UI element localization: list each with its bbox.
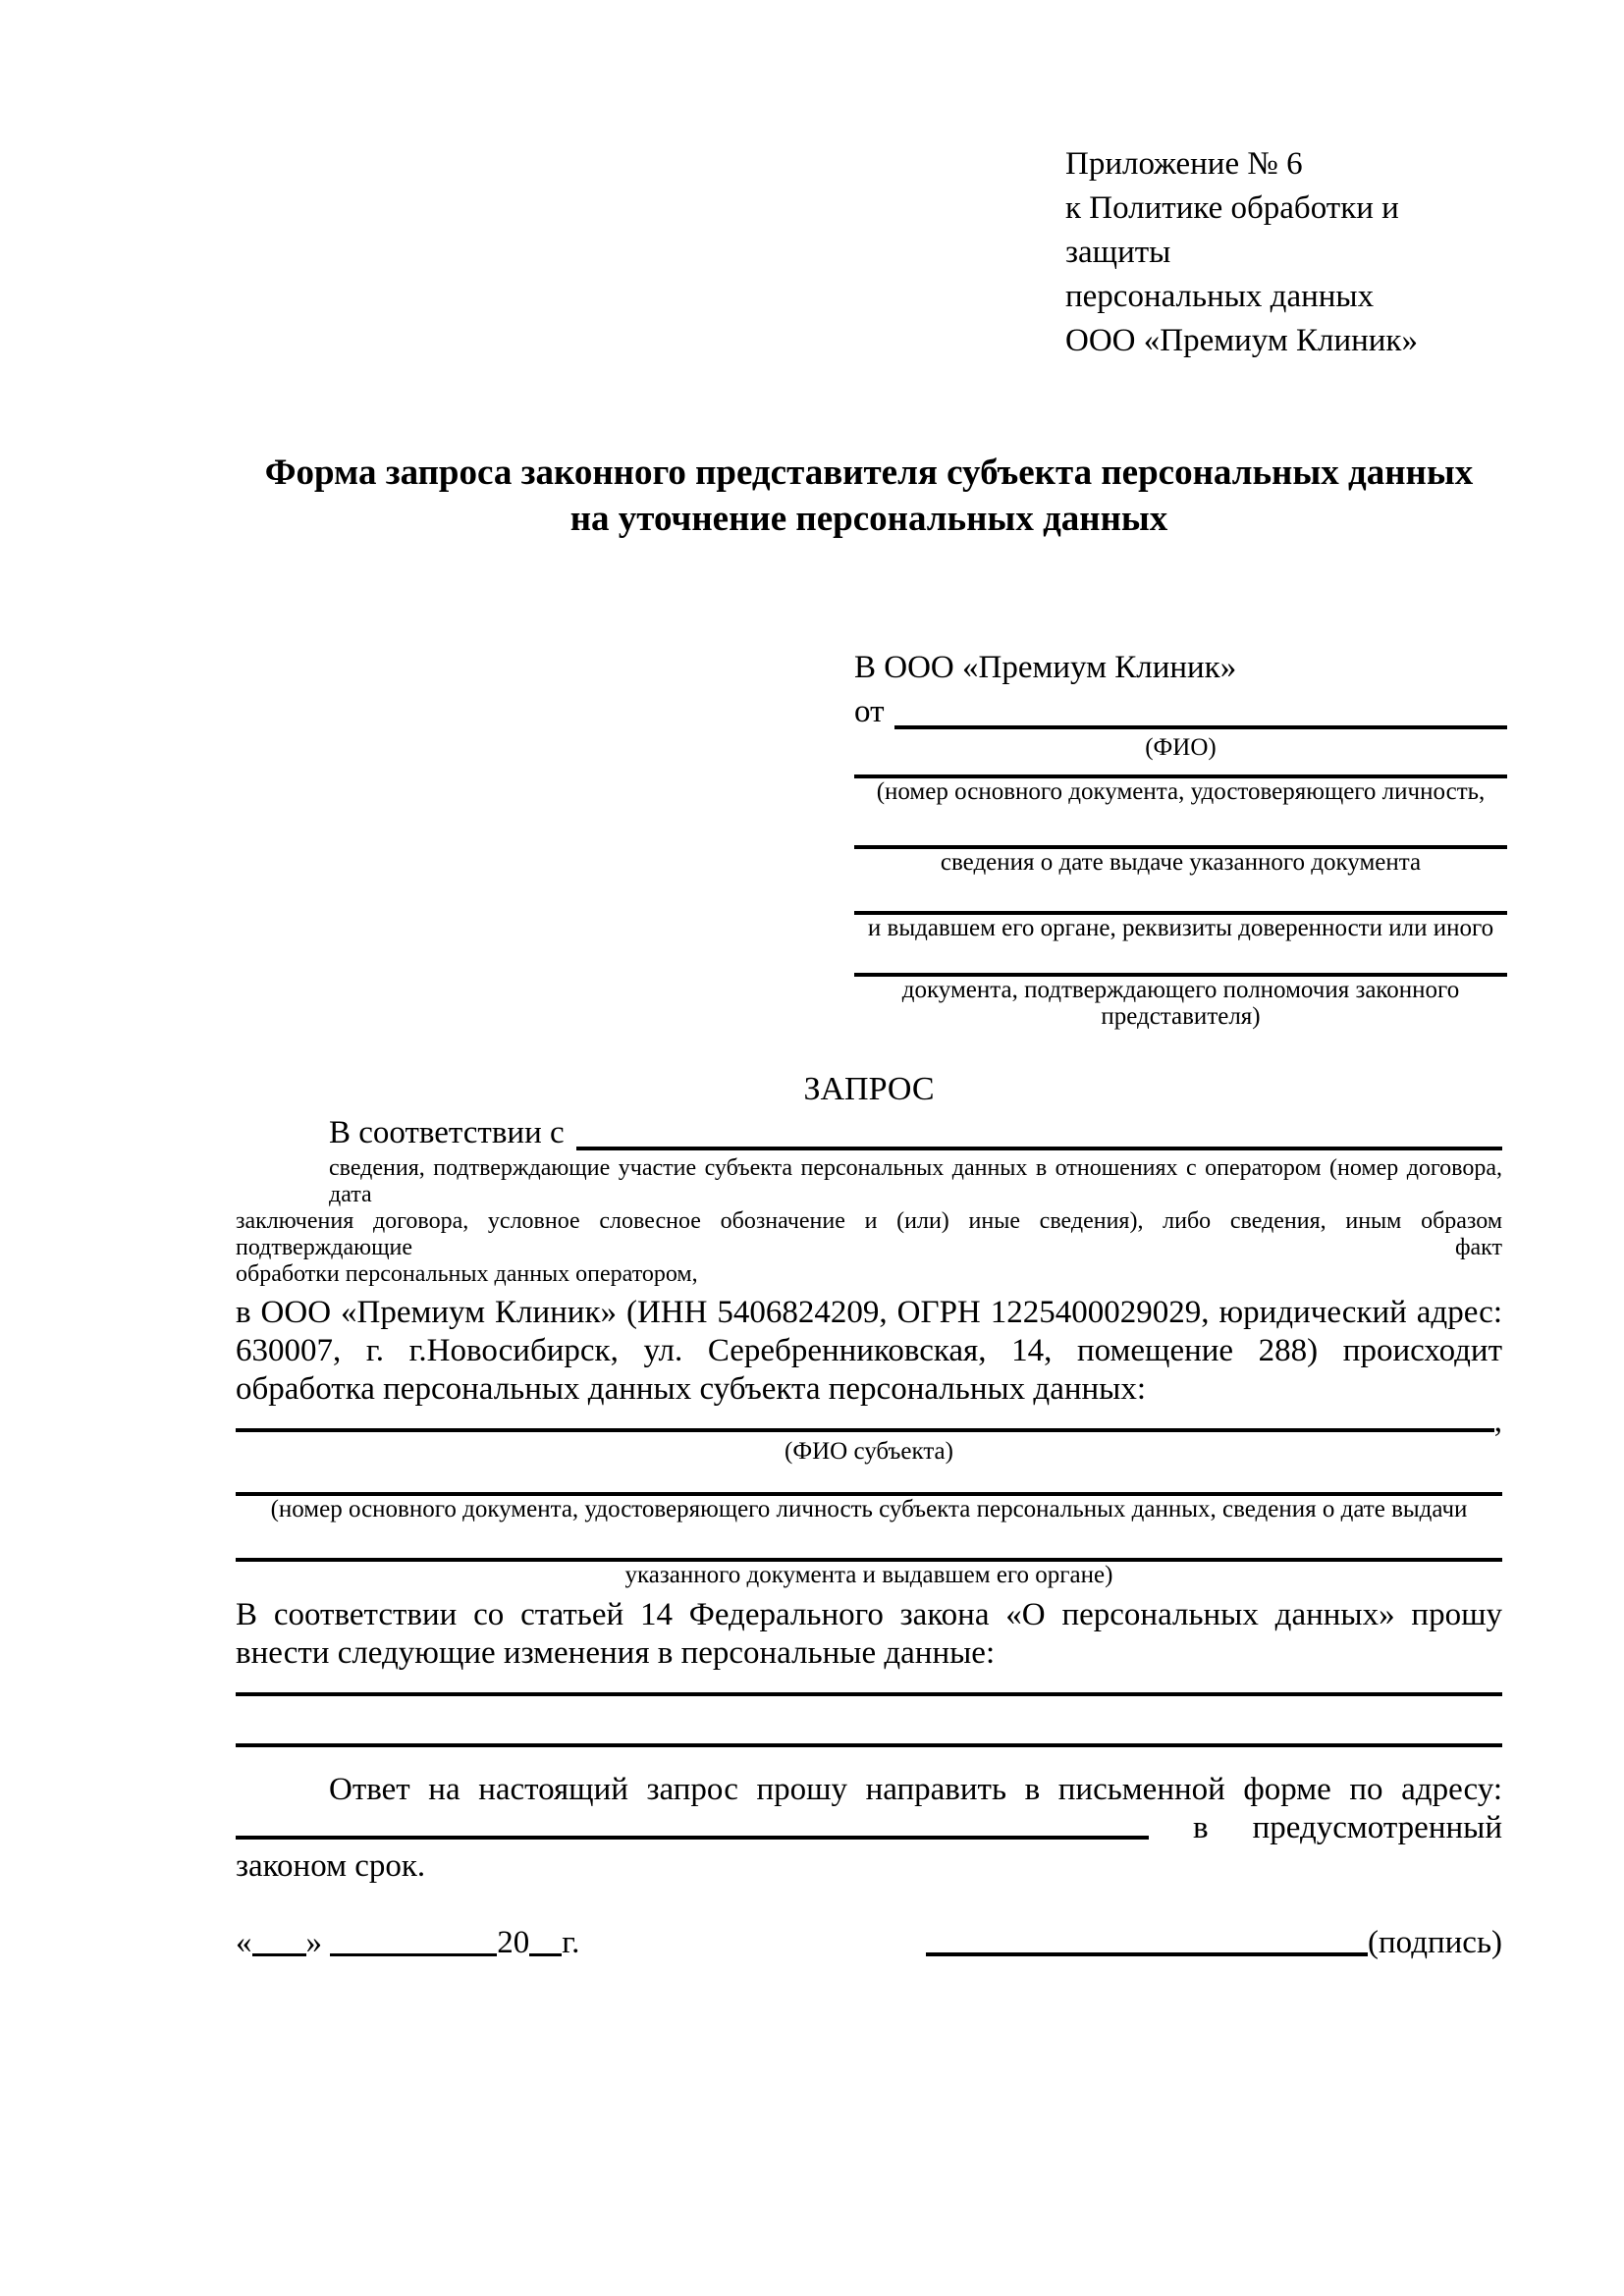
footer-row (236, 1921, 1502, 1965)
year-prefix: 20 (497, 1925, 530, 1960)
paragraph-line: В соответствии со статьей 14 Федерального закона «О персональных данных» прошу (236, 1597, 1502, 1632)
signature-field (926, 1921, 1502, 1965)
month-blank (330, 1952, 497, 1956)
blank-caption-2: сведения о дате выдаче указанного документа (940, 849, 1422, 876)
answer-tail: законом срок. (236, 1848, 426, 1884)
date-field (236, 1921, 579, 1965)
annex-line: персональных данных (1065, 279, 1375, 314)
day-blank (252, 1952, 306, 1956)
answer-paragraph-line-1: Ответ на настоящий запрос прошу направить в письменной форме по адресу: (329, 1772, 1502, 1807)
annex-line: Приложение № 6 (1065, 146, 1303, 182)
annex-block (1065, 142, 1502, 363)
accord-blank-line (576, 1111, 1502, 1150)
changes-blank-line-1 (236, 1673, 1502, 1696)
doc-caption-line-2: указанного документа и выдавшем его органе) (624, 1562, 1113, 1588)
blank-line-3 (854, 876, 1507, 915)
doc-blank-line-1 (236, 1465, 1502, 1496)
accord-label: В соответствии с (329, 1115, 565, 1150)
title-line: на уточнение персональных данных (569, 499, 1168, 539)
from-blank-line (894, 690, 1508, 729)
document-title (236, 450, 1502, 542)
paragraph-line: обработка персональных данных субъекта персональных данных: (236, 1371, 1146, 1407)
date-quote-open: « (236, 1925, 252, 1960)
addressee-block (854, 646, 1507, 1030)
year-suffix: г. (562, 1925, 580, 1960)
fine-print-line: обработки персональных данных оператором, (236, 1261, 698, 1287)
annex-line: ООО «Премиум Клиник» (1065, 323, 1418, 358)
article-paragraph (236, 1596, 1502, 1673)
from-row (854, 690, 1507, 734)
request-heading: ЗАПРОС (803, 1071, 935, 1107)
answer-word-2: предусмотренный (1252, 1810, 1502, 1845)
signature-caption: (подпись) (1368, 1925, 1502, 1960)
fine-print-line: сведения, подтверждающие участие субъекта персональных данных в отношениях с оператором (номер договора, дата (329, 1155, 1502, 1207)
doc-blank-line-2 (236, 1522, 1502, 1562)
addressee-to: В ООО «Премиум Клиник» (854, 650, 1237, 685)
paragraph-line: 630007, г. г.Новосибирск, ул. Серебренниковская, 14, помещение 288) происходит (236, 1333, 1502, 1368)
annex-line: к Политике обработки и защиты (1065, 190, 1399, 270)
from-label: от (854, 694, 885, 729)
date-quote-close: » (305, 1925, 322, 1960)
accord-row (236, 1111, 1502, 1155)
title-line: Форма запроса законного представителя субъекта персональных данных (264, 453, 1474, 493)
fine-print (236, 1155, 1502, 1288)
paragraph-line: внести следующие изменения в персональные данные: (236, 1635, 996, 1671)
fine-print-line: заключения договора, условное словесное обозначение и (или) иные сведения), либо сведения, иным образом подтверждающие факт (236, 1208, 1502, 1260)
operator-paragraph (236, 1294, 1502, 1409)
subject-blank-row (236, 1404, 1502, 1439)
trailing-comma: , (1493, 1404, 1502, 1439)
address-blank-line (236, 1836, 1149, 1840)
blank-line-2 (854, 805, 1507, 849)
fio-subject-caption: (ФИО субъекта) (785, 1438, 953, 1465)
signature-blank-line (926, 1952, 1368, 1956)
year-blank (529, 1952, 562, 1956)
blank-caption-3: и выдавшем его органе, реквизиты доверенности или иного (867, 915, 1494, 941)
answer-paragraph-line-2 (236, 1809, 1502, 1847)
blank-line-1 (854, 761, 1507, 778)
blank-caption-1: (номер основного документа, удостоверяющего личность, (876, 778, 1486, 805)
paragraph-line: в ООО «Премиум Клиник» (ИНН 5406824209, ОГРН 1225400029029, юридический адрес: (236, 1295, 1502, 1330)
blank-line-4 (854, 941, 1507, 977)
answer-word-1: в (1193, 1810, 1209, 1845)
subject-blank-line (236, 1428, 1494, 1432)
blank-caption-4: документа, подтверждающего полномочия законного представителя) (901, 977, 1460, 1030)
changes-blank-line-2 (236, 1696, 1502, 1747)
fio-caption: (ФИО) (1145, 734, 1217, 761)
doc-caption-line-1: (номер основного документа, удостоверяющего личность субъекта персональных данных, сведения о дате выдачи (270, 1496, 1468, 1522)
